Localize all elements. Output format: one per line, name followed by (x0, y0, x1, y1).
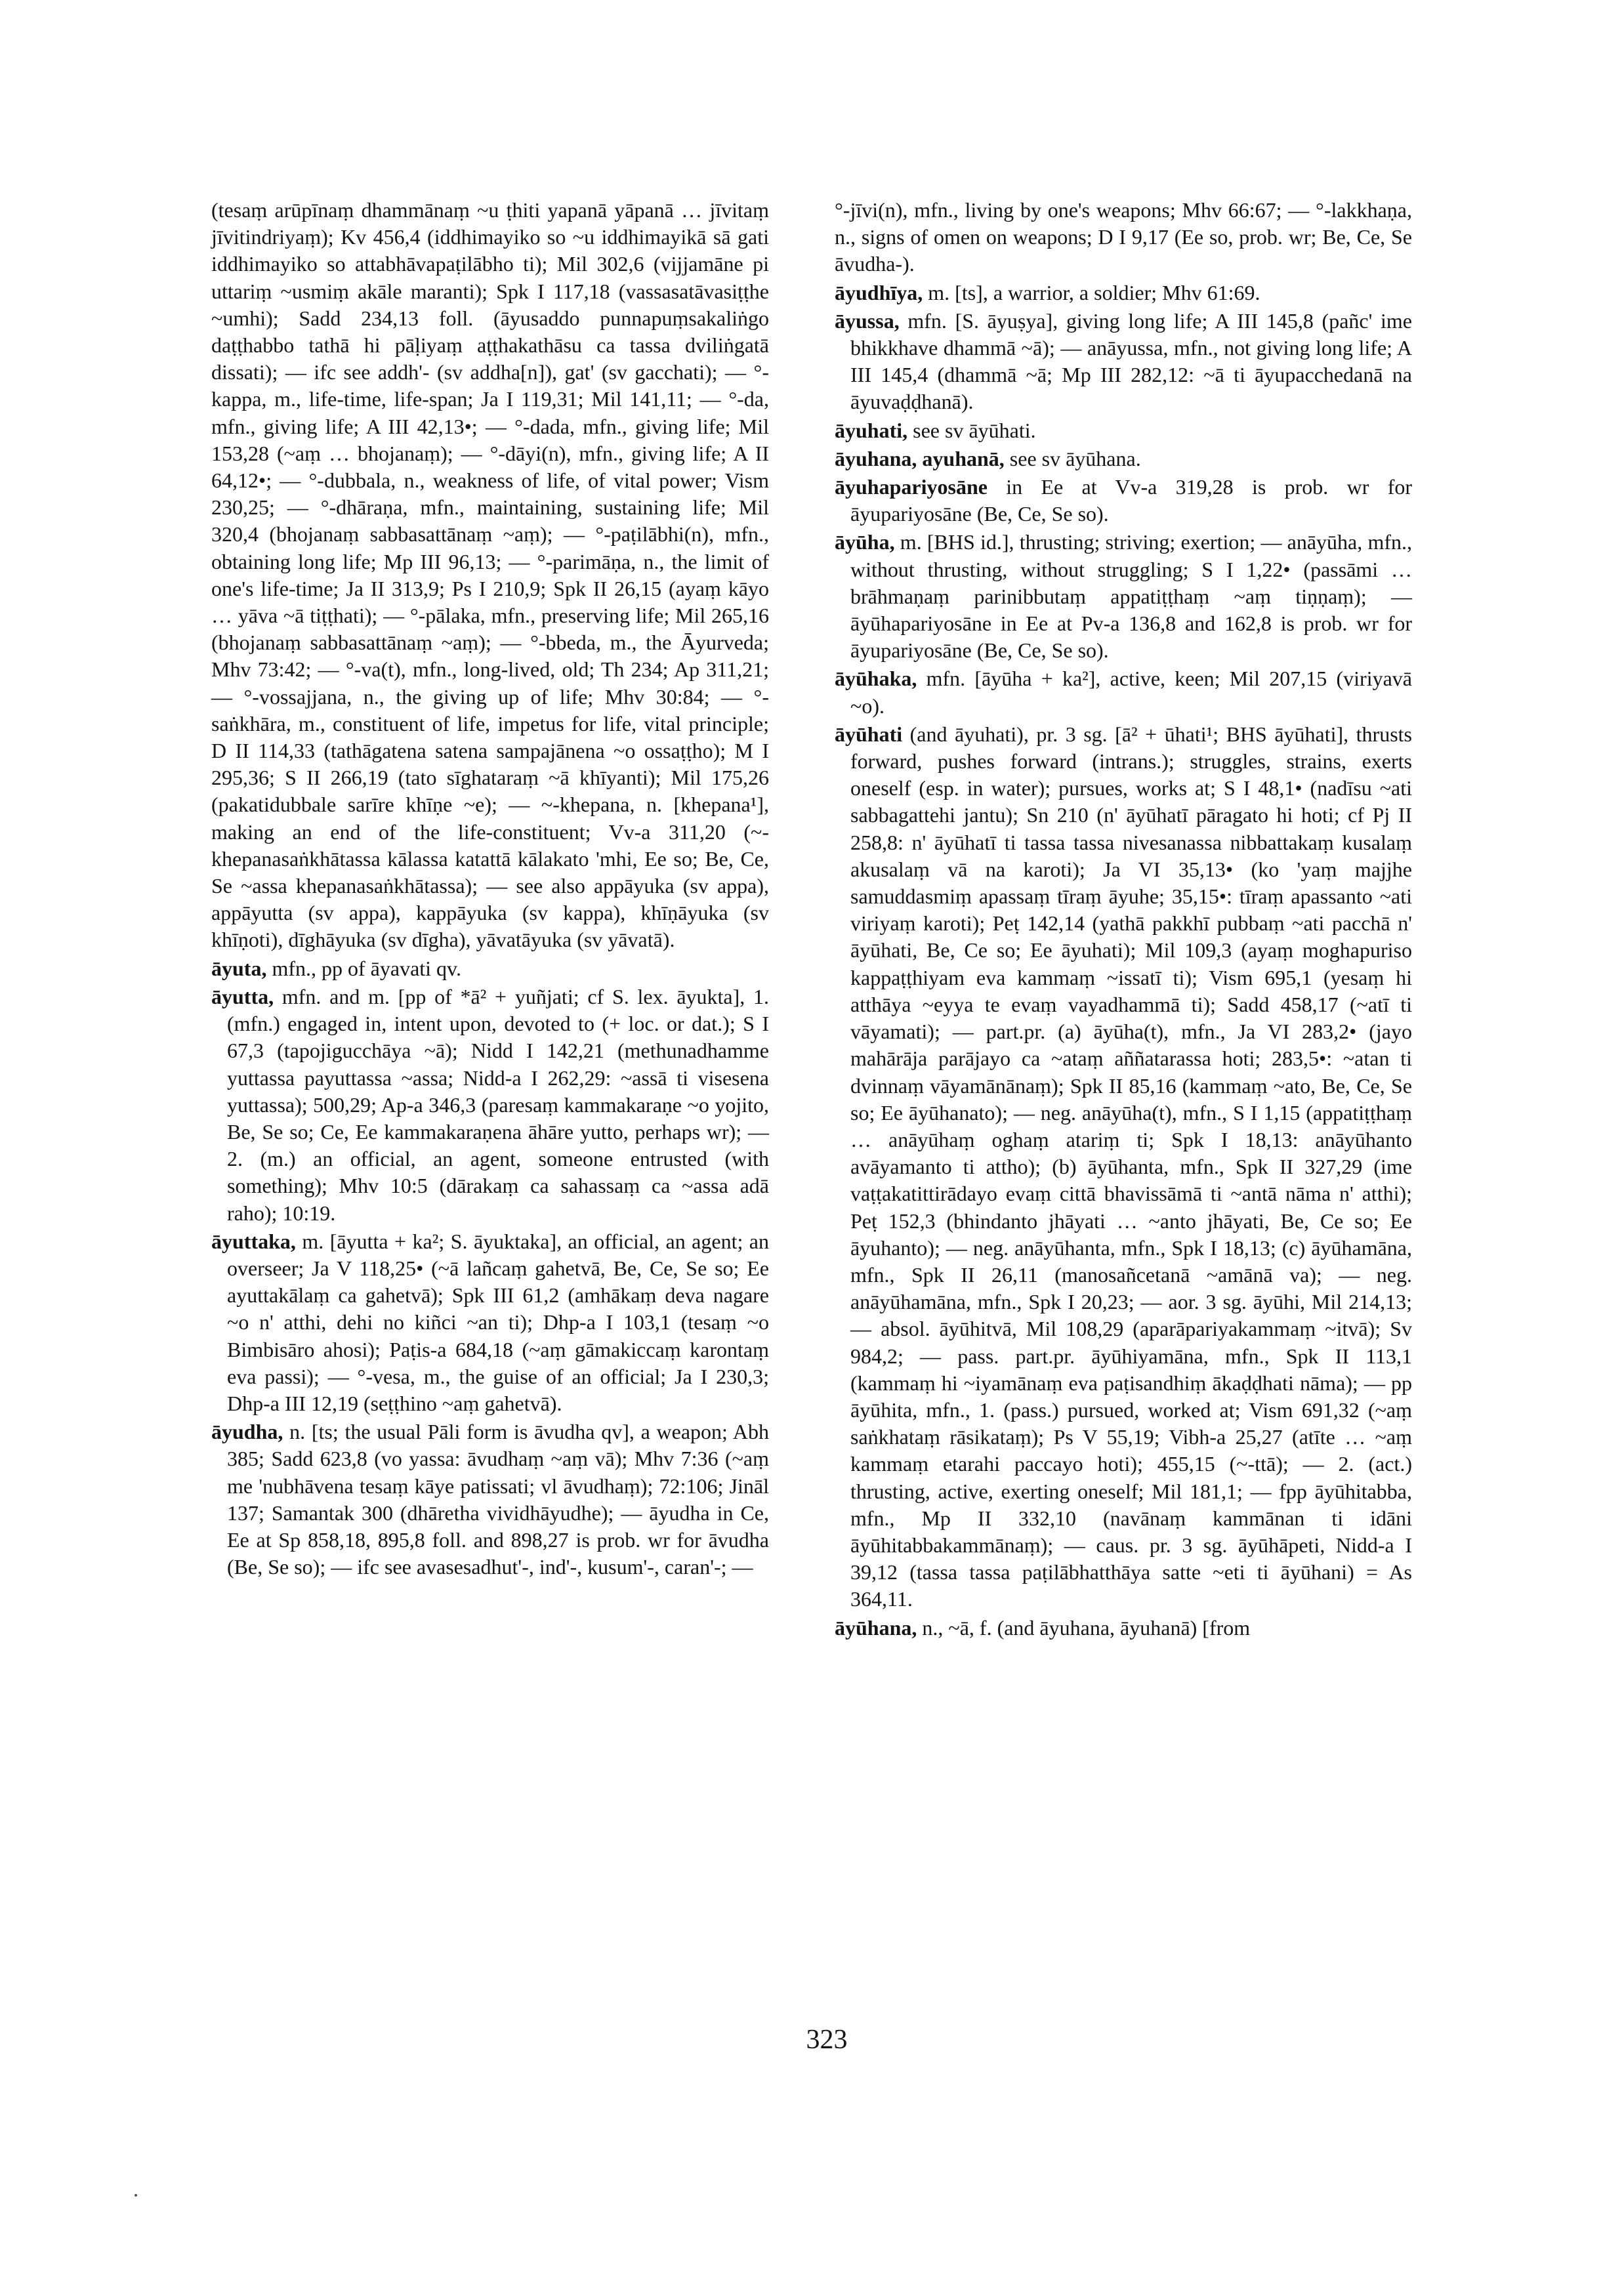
dictionary-entry (835, 417, 1412, 444)
headword: āyussa, (835, 308, 900, 333)
scan-speck (135, 2194, 137, 2197)
entry-body: (and āyuhati), pr. 3 sg. [ā² + ūhati¹; BHS āyūhati], thrusts forward, pushes forward (intrans.); struggles, strains, exerts oneself (esp. in water); pursues, works at; S I 48,1• (nadīsu ~ati sabbagattehi jantu); Sn 210 (n' āyūhatī pāragato hi hoti; cf Pj II 258,8: n' āyūhatī ti tassa tassa nivesanassa nibbattakaṃ kusalaṃ akusalaṃ vā na karoti); Ja VI 35,13• (ko 'yaṃ majjhe samuddasmiṃ apassaṃ tīraṃ āyuhe; 35,15•: tīraṃ apassanto ~ati viriyaṃ karoti); Peṭ 142,14 (yathā pakkhī pubbaṃ ~ati pacchā n' āyūhati, Be, Ce so; Ee āyuhati); Mil 109,3 (ayaṃ moghapuriso kappaṭṭhiyam eva kammaṃ ~issatī ti); Vism 695,1 (yesaṃ hi atthāya ~eyya te evaṃ vayadhammā ti); Sadd 458,17 (~atī ti vāyamati); — part.pr. (a) āyūha(t), mfn., Ja VI 283,2• (jayo mahārāja parājayo ca ~ataṃ aññatarassa hoti; 283,5•: ~atan ti dvinnaṃ vāyamānānaṃ); Spk II 85,16 (kammaṃ ~ato, Be, Ce, Se so; Ee āyūhanato); — neg. anāyūha(t), mfn., S I 1,15 (appatiṭṭhaṃ … anāyūhaṃ oghaṃ atariṃ ti; Spk I 18,13: anāyūhanto avāyamanto ti attho); (b) āyūhanta, mfn., Spk II 327,29 (ime vaṭṭakatittirādayo evaṃ cittā bhavissāmā ti ~antā nāma n' atthi); Peṭ 152,3 (bhindanto jhāyati … ~anto jhāyati, Be, Ce so; Ee āyuhanto); — neg. anāyūhanta, mfn., Spk I 18,13; (c) āyūhamāna, mfn., Spk II 26,11 (manosañcetanā ~amānā va); — neg. anāyūhamāna, mfn., Spk I 20,23; — aor. 3 sg. āyūhi, Mil 214,13; — absol. āyūhitvā, Mil 108,29 (aparāpariyakammaṃ ~itvā); Sv 984,2; — pass. part.pr. āyūhiyamāna, mfn., Spk II 113,1 (kammaṃ hi ~iyamānaṃ eva paṭisandhiṃ ākaḍḍhati nāma); — pp āyūhita, mfn., 1. (pass.) pursued, worked at; Vism 691,32 (~aṃ saṅkhataṃ rāsikataṃ); Ps V 55,19; Vibh-a 25,27 (atīte … ~aṃ kammaṃ etarahi paccayo hoti); 455,15 (~-ttā); — 2. (act.) thrusting, active, exerting oneself; Mil 181,1; — fpp āyūhitabba, mfn., Mp II 332,10 (navānaṃ kammānan ti idāni āyūhitabbakammānaṃ); — caus. pr. 3 sg. āyūhāpeti, Nidd-a I 39,12 (tassa tassa paṭilābhatthāya satte ~eti ti āyūhani) = As 364,11. (850, 722, 1413, 1611)
headword: āyūhati (835, 722, 903, 746)
entry-body: mfn. [S. āyuṣya], giving long life; A III 145,8 (pañc' ime bhikkhave dhammā ~ā); — anāyussa, mfn., not giving long life; A III 145,4 (dhammā ~ā; Mp III 282,12: ~ā ti āyupacchedanā na āyuvaḍḍhanā). (850, 308, 1412, 414)
entry-body: mfn., pp of āyavati qv. (272, 956, 461, 980)
dictionary-entry (835, 445, 1412, 472)
entry-body: (tesaṃ arūpīnaṃ dhammānaṃ ~u ṭhiti yapanā yāpanā … jīvitaṃ jīvitindriyaṃ); Kv 456,4 (iddhimayiko so ~u iddhimayikā sā gati iddhimayiko so attabhāvapaṭilābho ti); Mil 302,6 (vijjamāne pi uttariṃ ~usmiṃ akāle maranti); Spk I 117,18 (vassasatāvasiṭṭhe ~umhi); Sadd 234,13 foll. (āyusaddo punnapuṃsakaliṅgo daṭṭhabbo tathā hi pāḷiyaṃ aṭṭhakathāsu ca tassa dviliṅgatā dissati); — ifc see addh'- (sv addha[n]), gat' (sv gacchati); — °-kappa, m., life-time, life-span; Ja I 119,31; Mil 141,11; — °-da, mfn., giving life; A III 42,13•; — °-dada, mfn., giving life; Mil 153,28 (~aṃ … bhojanaṃ); — °-dāyi(n), mfn., giving life; A II 64,12•; — °-dubbala, n., weakness of life, of vital power; Vism 230,25; — °-dhāraṇa, mfn., maintaining, sustaining life; Mil 320,4 (bhojanaṃ sabbasattānaṃ ~aṃ); — °-paṭilābhi(n), mfn., obtaining long life; Mp III 96,13; — °-parimāṇa, n., the limit of one's life-time; Ja II 313,9; Ps I 210,9; Spk II 26,15 (ayaṃ kāyo … yāva ~ā tiṭṭhati); — °-pālaka, mfn., preserving life; Mil 265,16 (bhojanaṃ sabbasattānaṃ ~aṃ); — °-bbeda, m., the Āyurveda; Mhv 73:42; — °-va(t), mfn., long-lived, old; Th 234; Ap 311,21; — °-vossajjana, n., the giving up of life; Mhv 30:84; — °-saṅkhāra, m., constituent of life, impetus for life, vital principle; D II 114,33 (tathāgatena satena sampajānena ~o ossaṭṭho); M I 295,36; S II 266,19 (tato sīghataraṃ ~ā khīyanti); Mil 175,26 (pakatidubbale sarīre khīṇe ~e); — ~-khepana, n. [khepana¹], making an end of the life-constituent; Vv-a 311,20 (~-khepanasaṅkhātassa kālassa katattā kālakato 'mhi, Ee so; Be, Ce, Se ~assa khepanasaṅkhātassa); — see also appāyuka (sv appa), appāyutta (sv appa), kappāyuka (sv kappa), khīṇāyuka (sv khīṇoti), dīghāyuka (sv dīgha), yāvatāyuka (sv yāvatā). (211, 198, 769, 952)
entry-body: °-jīvi(n), mfn., living by one's weapons; Mhv 66:67; — °-lakkhaṇa, n., signs of omen on weapons; D I 9,17 (Ee so, prob. wr; Be, Ce, Se āvudha-). (835, 198, 1412, 276)
dictionary-entry (835, 279, 1412, 306)
left-column (211, 197, 769, 1582)
entry-body: n., ~ā, f. (and āyuhana, āyuhanā) [from (922, 1615, 1251, 1640)
headword: āyūha, (835, 530, 895, 554)
entry-body: m. [ts], a warrior, a soldier; Mhv 61:69. (928, 280, 1260, 304)
headword: āyuta, (211, 956, 267, 980)
headword: āyudha, (211, 1420, 283, 1444)
dictionary-entry (211, 1418, 769, 1581)
page-number: 323 (806, 2025, 848, 2055)
dictionary-entry (211, 983, 769, 1227)
dictionary-entry (211, 197, 769, 954)
entry-body: mfn. [āyūha + ka²], active, keen; Mil 207,15 (viriyavā ~o). (850, 667, 1413, 718)
entry-body: see sv āyūhana. (1009, 446, 1141, 470)
entry-body: see sv āyūhati. (913, 418, 1036, 442)
headword: āyuttaka, (211, 1229, 296, 1253)
dictionary-entry (835, 197, 1412, 278)
entry-body: m. [BHS id.], thrusting; striving; exertion; — anāyūha, mfn., without thrusting, without struggling; S I 1,22• (passāmi … brāhmaṇaṃ parinibbutaṃ appatiṭṭhaṃ ~aṃ tiṇṇaṃ); — āyūhapariyosāne in Ee at Pv-a 136,8 and 162,8 is prob. wr for āyupariyosāne (Be, Ce, Se so). (850, 530, 1412, 663)
dictionary-entry (835, 1615, 1412, 1642)
headword: āyuhana, ayuhanā, (835, 446, 1005, 470)
dictionary-entry (835, 529, 1412, 664)
dictionary-entry (835, 665, 1412, 719)
entry-body: m. [āyutta + ka²; S. āyuktaka], an official, an agent; an overseer; Ja V 118,25• (~ā lañcaṃ gahetvā, Be, Ce, Se so; Ee ayuttakālaṃ ca gahetvā); Spk III 61,2 (amhākaṃ deva nagare ~o n' atthi, dehi no kiñci ~an ti); Dhp-a I 103,1 (tesaṃ ~o Bimbisāro ahosi); Paṭis-a 684,18 (~aṃ gāmakiccaṃ karontaṃ eva passi); — °-vesa, m., the guise of an official; Ja I 230,3; Dhp-a III 12,19 (seṭṭhino ~aṃ gahetvā). (227, 1229, 770, 1415)
headword: āyudhīya, (835, 280, 923, 304)
dictionary-entry (835, 474, 1412, 527)
entry-body: n. [ts; the usual Pāli form is āvudha qv], a weapon; Abh 385; Sadd 623,8 (vo yassa: āvudhaṃ ~aṃ vā); Mhv 7:36 (~aṃ me 'nubhāvena tesaṃ kāye patissati; vl āvudhaṃ); 72:106; Jināl 137; Samantak 300 (dhāretha vividhāyudhe); — āyudha in Ce, Ee at Sp 858,18, 895,8 foll. and 898,27 is prob. wr for āvudha (Be, Se so); — ifc see avasesadhut'-, ind'-, kusum'-, caran'-; — (227, 1420, 770, 1579)
dictionary-entry (211, 1228, 769, 1417)
dictionary-entry (835, 308, 1412, 416)
right-column (835, 197, 1412, 1643)
entry-body: in Ee at Vv-a 319,28 is prob. wr for āyupariyosāne (Be, Ce, Se so). (850, 475, 1413, 526)
dictionary-entry (211, 955, 769, 982)
entry-body: mfn. and m. [pp of *ā² + yuñjati; cf S. lex. āyukta], 1. (mfn.) engaged in, intent upon, devoted to (+ loc. or dat.); S I 67,3 (tapojigucchāya ~ā); Nidd I 142,21 (methunadhamme yuttassa payuttassa ~assa; Nidd-a I 262,29: ~assā ti visesena yuttassa); 500,29; Ap-a 346,3 (paresaṃ kammakaraṇe ~o yojito, Be, Se so; Ce, Ee kammakaraṇena āhāre yutto, perhaps wr); — 2. (m.) an official, an agent, someone entrusted (with something); Mhv 10:5 (dārakaṃ ca sahassaṃ ca ~assa adā raho); 10:19. (227, 984, 770, 1225)
headword: āyūhaka, (835, 667, 917, 691)
headword: āyutta, (211, 984, 274, 1008)
headword: āyuhapariyosāne (835, 475, 988, 499)
dictionary-entry (835, 721, 1412, 1613)
headword: āyūhana, (835, 1615, 917, 1640)
headword: āyuhati, (835, 418, 908, 442)
